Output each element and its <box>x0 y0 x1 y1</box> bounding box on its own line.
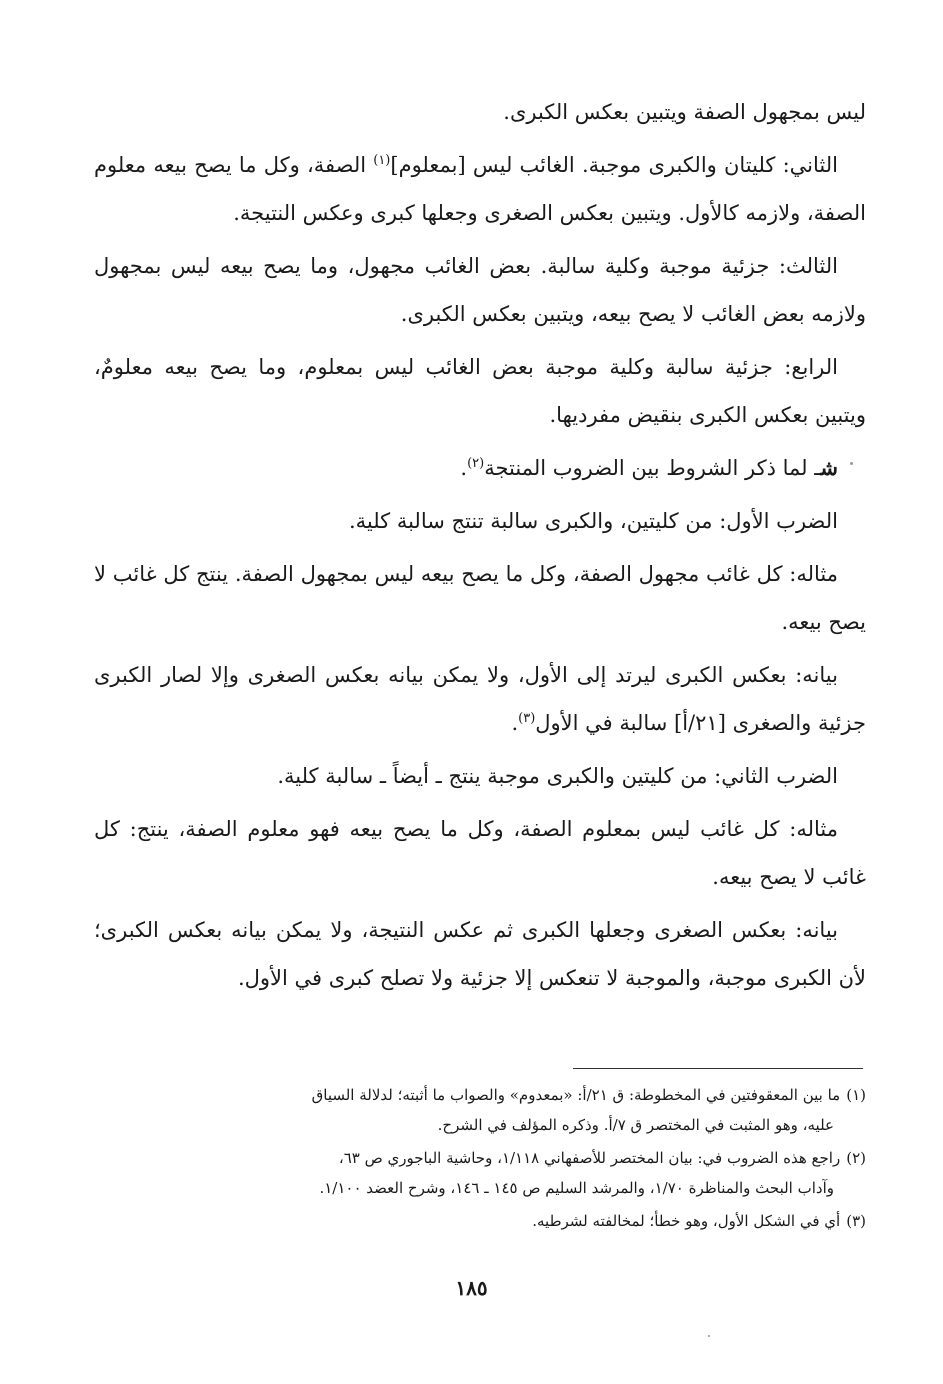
paragraph: مثاله: كل غائب ليس بمعلوم الصفة، وكل ما يصح بيعه فهو معلوم الصفة، ينتج: كل غائب لا يصح بيعه. <box>94 817 866 889</box>
paragraph: بيانه: بعكس الصغرى وجعلها الكبرى ثم عكس النتيجة، ولا يمكن بيانه بعكس الكبرى؛ لأن الكبرى موجبة، والموجبة لا تنعكس إلا جزئية ولا تصلح كبرى في الأول. <box>94 918 866 990</box>
print-speck <box>850 462 853 465</box>
main-text <box>94 88 866 1002</box>
footnotes <box>84 1080 866 1239</box>
footnote-number: (٣) <box>846 1212 866 1230</box>
paragraph: الثالث: جزئية موجبة وكلية سالبة. بعض الغائب مجهول، وما يصح بيعه ليس بمجهول ولازمه بعض الغائب لا يصح بيعه، ويتبين بعكس الكبرى. <box>94 254 866 326</box>
paragraph-text: ـ لما ذكر الشروط بين الضروب المنتجة <box>484 456 821 480</box>
paragraph: مثاله: كل غائب مجهول الصفة، وكل ما يصح بيعه ليس بمجهول الصفة. ينتج كل غائب لا يصح بيعه. <box>94 562 866 634</box>
paragraph-text: يصح بيعه معلوم الصفة، ولازمه كالأول. ويتبين بعكس الصغرى وجعلها كبرى وعكس النتيجة. <box>94 153 866 225</box>
footnote-ref[interactable]: (٣) <box>518 711 536 726</box>
paragraph: الرابع: جزئية سالبة وكلية موجبة بعض الغائب ليس بمعلوم، وما يصح بيعه معلومٌ، ويتبين بعكس الكبرى بنقيض مفرديها. <box>94 355 866 427</box>
footnote-ref[interactable]: (٢) <box>467 456 485 471</box>
paragraph-text: . <box>511 711 519 735</box>
paragraph <box>94 651 866 747</box>
footnote <box>84 1080 866 1140</box>
footnote-number: (٢) <box>846 1149 866 1167</box>
paragraph <box>94 141 866 237</box>
paragraph-text: الصفة، وكل ما <box>238 153 374 177</box>
footnote-text: راجع هذه الضروب في: بيان المختصر للأصفهاني ١/١١٨، وحاشية الباجوري ص ٦٣، <box>338 1149 841 1167</box>
footnote <box>84 1143 866 1203</box>
footnote-text: وآداب البحث والمناظرة ١/٧٠، والمرشد السليم ص ١٤٥ ـ ١٤٦، وشرح العضد ١/١٠٠. <box>319 1179 834 1197</box>
footnote-number: (١) <box>846 1086 866 1104</box>
paragraph: الضرب الثاني: من كليتين والكبرى موجبة ينتج ـ أيضاً ـ سالبة كلية. <box>277 764 838 788</box>
paragraph: الضرب الأول: من كليتين، والكبرى سالبة تنتج سالبة كلية. <box>348 509 838 533</box>
footnote-text: أي في الشكل الأول، وهو خطأ؛ لمخالفته لشرطيه. <box>532 1212 841 1230</box>
print-speck <box>708 1335 710 1337</box>
commentary-marker: ش <box>820 455 838 480</box>
paragraph-text: الثاني: كليتان والكبرى موجبة. الغائب ليس [بمعلوم] <box>390 153 838 177</box>
paragraph <box>94 444 866 492</box>
footnote-text: ما بين المعقوفتين في المخطوطة: ق ٢١/أ: «بمعدوم» والصواب ما أثبته؛ لدلالة السياق <box>311 1086 841 1104</box>
footnote-divider <box>573 1068 863 1069</box>
footnote-ref[interactable]: (١) <box>373 153 391 168</box>
footnote-text: عليه، وهو المثبت في المختصر ق ٧/أ. وذكره المؤلف في الشرح. <box>437 1116 834 1134</box>
paragraph: ليس بمجهول الصفة ويتبين بعكس الكبرى. <box>503 100 866 124</box>
paragraph-text: . <box>460 456 468 480</box>
footnote <box>84 1206 866 1236</box>
page-number: ١٨٥ <box>455 1276 488 1300</box>
paragraph-text: بيانه: بعكس الكبرى ليرتد إلى الأول، ولا يمكن بيانه بعكس الصغرى وإلا لصار الكبرى جزئية والصغرى [٢١/أ] سالبة في الأول <box>94 663 866 735</box>
